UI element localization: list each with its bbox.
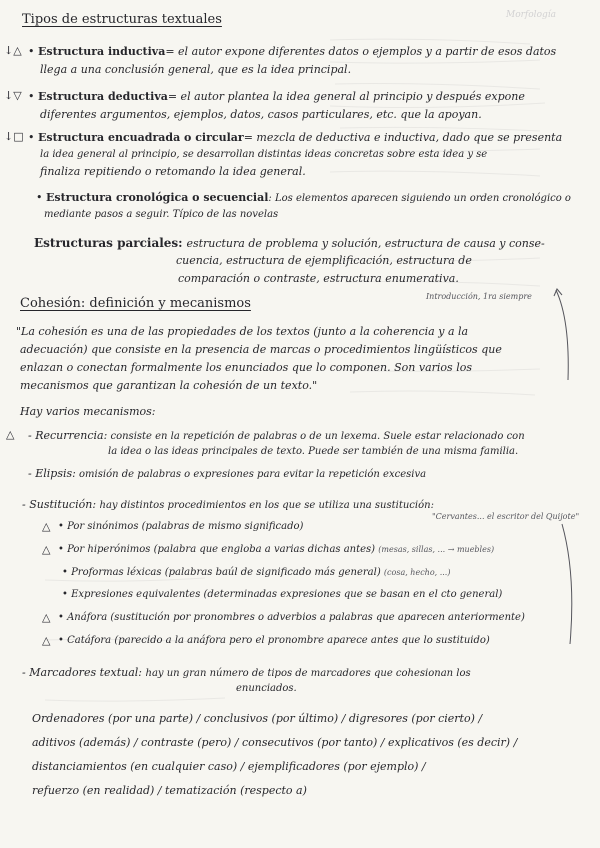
inductiva-def-2: llega a una conclusión general, que es la idea principal. (40, 63, 352, 76)
ghost-corner-text: Morfología (506, 10, 556, 20)
encuadrada-def-2: la idea general al principio, se desarrollan distintas ideas concretas sobre esta idea y se (40, 149, 488, 160)
inductiva-def-1: = el autor expone diferentes datos o ejemplos y a partir de esos datos (165, 45, 557, 58)
cohesion-definition-1: "La cohesión es una de las propiedades de los textos (junto a la coherencia y a la (16, 325, 469, 338)
marcadores-list-1: Ordenadores (por una parte) / conclusivos (por último) / digresores (por cierto) / (32, 712, 483, 725)
parciales-def-1: estructura de problema y solución, estructura de causa y conse- (186, 237, 545, 250)
sustitucion-bracket (556, 520, 582, 650)
hiperonimos-note: (mesas, sillas, ... → muebles) (378, 545, 495, 554)
side-bracket (548, 286, 578, 386)
parciales-def-3: comparación o contraste, estructura enumerativa. (178, 272, 459, 285)
encuadrada-def-3: finaliza repitiendo o retomando la idea general. (40, 165, 306, 178)
marcadores-list-2: aditivos (además) / contraste (pero) / consecutivos (por tanto) / explicativos (es decir) / (32, 736, 518, 749)
term-sustitucion: Sustitución: (29, 498, 97, 511)
parciales-item (34, 236, 545, 250)
term-encuadrada: Estructura encuadrada o circular (38, 131, 244, 144)
sustitucion-item (22, 498, 434, 511)
term-parciales: Estructuras parciales: (34, 236, 183, 250)
cohesion-definition-2: adecuación) que consiste en la presencia de marcas o procedimientos lingüísticos que (20, 343, 502, 356)
bullet-dot: • (58, 521, 68, 532)
bullet-dot: • (58, 612, 68, 623)
encuadrada-item (28, 131, 562, 144)
bullet-dot: • (62, 589, 72, 600)
term-cronologica: Estructura cronológica o secuencial (46, 191, 269, 204)
term-deductiva: Estructura deductiva (38, 90, 168, 103)
bullet-dot: • (28, 90, 35, 103)
catafora-text: Catáfora (parecido a la anáfora pero el pronombre aparece antes que lo sustituido) (67, 635, 490, 646)
sustitucion-def-1: hay distintos procedimientos en los que se utiliza una sustitución: (99, 500, 434, 511)
parciales-def-2: cuencia, estructura de ejemplificación, estructura de (176, 254, 472, 267)
triangle-marker: △ (42, 543, 51, 556)
deductive-item (28, 90, 525, 103)
bullet-dot: • (36, 191, 43, 204)
recurrencia-item (28, 429, 525, 442)
sub-item-proformas (62, 567, 450, 578)
term-marcadores: Marcadores textual: (29, 666, 143, 679)
term-recurrencia: Recurrencia: (35, 429, 108, 442)
marcadores-item (22, 666, 471, 679)
triangle-marker: △ (42, 634, 51, 647)
recurrencia-def-1: consiste en la repetición de palabras o de un lexema. Suele estar relacionado con (110, 431, 525, 442)
sinonimos-text: Por sinónimos (palabras de mismo significado) (67, 521, 304, 532)
cronologica-item (36, 191, 571, 204)
triangle-marker: △ (42, 520, 51, 533)
sub-item-hiperonimos (58, 544, 494, 555)
sub-item-catafora (58, 635, 490, 646)
mechanisms-intro: Hay varios mecanismos: (20, 405, 156, 418)
side-note-intro: Introducción, 1ra siempre (426, 292, 532, 301)
hiperonimos-text: Por hiperónimos (palabra que engloba a varias dichas antes) (67, 544, 376, 555)
marcadores-list-4: refuerzo (en realidad) / tematización (respecto a) (32, 784, 307, 797)
triangle-marker: △ (42, 611, 51, 624)
term-inductiva: Estructura inductiva (38, 45, 166, 58)
term-elipsis: Elipsis: (35, 467, 76, 480)
bullet-dot: • (62, 567, 72, 578)
bullet-dot: • (28, 45, 35, 58)
section-title-structures: Tipos de estructuras textuales (22, 12, 222, 27)
sub-item-expresiones (62, 589, 502, 600)
cronologica-def-1: : Los elementos aparecen siguiendo un orden cronológico o (268, 193, 571, 204)
square-marker: ↓□ (4, 130, 24, 143)
bullet-dot: • (28, 131, 35, 144)
bullet-dot: • (58, 544, 68, 555)
dash: - (28, 467, 36, 480)
deductiva-def-1: = el autor plantea la idea general al principio y después expone (167, 90, 525, 103)
encuadrada-def-1: = mezcla de deductiva e inductiva, dado que se presenta (243, 131, 563, 144)
triangle-down-marker: ↓▽ (4, 89, 22, 102)
dash: - (22, 666, 30, 679)
recurrencia-def-2: la idea o las ideas principales de texto. Puede ser también de una misma familia. (108, 446, 519, 457)
inductive-item (28, 45, 556, 58)
sub-item-anafora (58, 612, 525, 623)
dash: - (28, 429, 36, 442)
triangle-marker: △ (6, 428, 15, 441)
deductiva-def-2: diferentes argumentos, ejemplos, datos, casos particulares, etc. que la apoyan. (40, 108, 482, 121)
cohesion-definition-4: mecanismos que garantizan la cohesión de un texto." (20, 379, 318, 392)
dash: - (22, 498, 30, 511)
sustitucion-side-note: "Cervantes... el escritor del Quijote" (432, 512, 580, 521)
elipsis-def-1: omisión de palabras o expresiones para evitar la repetición excesiva (79, 469, 427, 480)
proformas-note: (cosa, hecho, ...) (383, 568, 451, 577)
triangle-up-marker: ↓△ (4, 44, 22, 57)
cohesion-definition-3: enlazan o conectan formalmente los enunciados que lo componen. Son varios los (20, 361, 472, 374)
elipsis-item (28, 467, 426, 480)
marcadores-list-3: distanciamientos (en cualquier caso) / ejemplificadores (por ejemplo) / (32, 760, 426, 773)
sub-item-sinonimos (58, 521, 303, 532)
anafora-text: Anáfora (sustitución por pronombres o adverbios a palabras que aparecen anteriormente) (67, 612, 525, 623)
cronologica-def-2: mediante pasos a seguir. Típico de las novelas (44, 209, 279, 220)
marcadores-def-2: enunciados. (236, 683, 297, 694)
bullet-dot: • (58, 635, 68, 646)
marcadores-def-1: hay un gran número de tipos de marcadores que cohesionan los (145, 668, 471, 679)
proformas-text: Proformas léxicas (palabras baúl de significado más general) (71, 567, 381, 578)
expresiones-text: Expresiones equivalentes (determinadas expresiones que se basan en el cto general) (71, 589, 503, 600)
section-title-cohesion: Cohesión: definición y mecanismos (20, 296, 251, 311)
